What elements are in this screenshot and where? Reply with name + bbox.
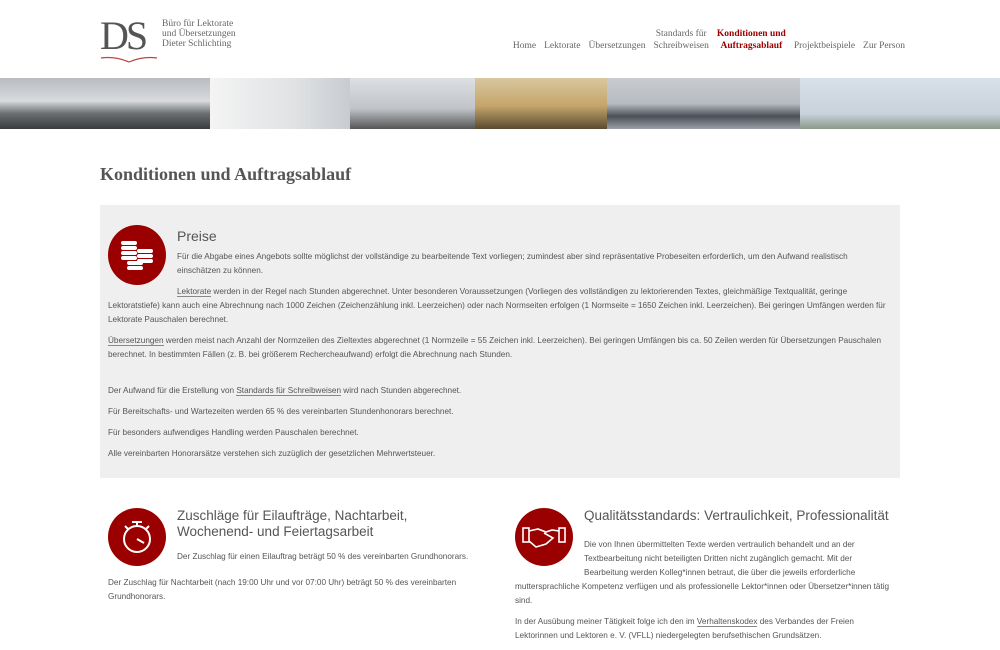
qualitaet-section: Qualitätsstandards: Vertraulichkeit, Professionalität Die von Ihnen übermittelten Texte werden vertraulich behandelt und an der Textbearbeitung nicht beteiligten Dritten nicht zugänglich gemacht. Mit der Bearbeitung werden Kolleg*innen betraut, die über die jeweils erforderliche muttersprachliche Kompetenz verfügen und als professionelle Lektor*innen oder Übersetzer*innen tätig sind. In der Ausübung meiner Tätigkeit folge ich den im Verhaltenskodex des Verbandes der Freien Lektorinnen und Lektoren e. V. (VFLL) niedergelegten berufsethischen Grundsätzen. <box>515 508 895 650</box>
nav-projektbeispiele[interactable]: Projektbeispiele <box>793 41 856 51</box>
nav-standards[interactable]: Standards für Schreibweisen <box>653 29 709 51</box>
nav-home[interactable]: Home <box>512 41 537 51</box>
qualitaet-heading: Qualitätsstandards: Vertraulichkeit, Professionalität <box>584 508 889 523</box>
zuschlaege-heading: Zuschläge für Eilaufträge, Nachtarbeit, Wochenend- und Feiertagsarbeit <box>177 508 408 539</box>
preise-section: Preise Für die Abgabe eines Angebots sollte möglichst der vollständige zu bearbeitende Text vorliegen; zumindest aber sind repräsentative Probeseiten erforderlich, um den Aufwand realistisch einschätzen zu können. Lektorate werden in der Regel nach Stunden abgerechnet. Unter besonderen Voraussetzungen (Vorliegen des vollständigen zu lektorierenden Textes, gleichmäßige Textqualität, geringe Lektoratstiefe) kann auch eine Abrechnung nach 1000 Zeichen (Zeichenzählung inkl. Leerzeichen) oder nach Normseiten erfolgen (1 Normseite = 1650 Zeichen inkl. Leerzeichen). Bei geringen Umfängen werden für Lektorate Pauschalen berechnet. Übersetzungen werden meist nach Anzahl der Normzeilen des Zieltextes abgerechnet (1 Normzeile = 55 Zeichen inkl. Leerzeichen). Bei geringen Umfängen bis ca. 50 Zeilen werden für Übersetzungen Pauschalen berechnet. In bestimmten Fällen (z. B. bei größerem Rechercheaufwand) erfolgt die Abrechnung nach Stunden. Der Aufwand für die Erstellung von Standards für Schreibweisen wird nach Stunden abgerechnet. Für Bereitschafts- und Wartezeiten werden 65 % des vereinbarten Stundenhonorars berechnet. Für besonders aufwendiges Handling werden Pauschalen berechnet. Alle vereinbarten Honorarsätze verstehen sich zuzüglich der gesetzlichen Mehrwertsteuer. <box>100 205 900 478</box>
nav-konditionen[interactable]: Konditionen und Auftragsablauf <box>716 29 786 51</box>
uebersetzungen-link[interactable]: Übersetzungen <box>108 336 164 345</box>
nav-lektorate[interactable]: Lektorate <box>544 41 581 51</box>
handshake-icon <box>515 508 573 566</box>
header-banner <box>0 78 1000 129</box>
coins-icon <box>108 225 166 285</box>
zuschlaege-section: Zuschläge für Eilaufträge, Nachtarbeit, Wochenend- und Feiertagsarbeit Der Zuschlag für einen Eilauftrag beträgt 50 % des vereinbarten Grundhonorars. Der Zuschlag für Nachtarbeit (nach 19:00 Uhr und vor 07:00 Uhr) beträgt 50 % des vereinbarten Grundhonorars. <box>108 508 480 611</box>
nav-uebersetzungen[interactable]: Übersetzungen <box>588 41 646 51</box>
preise-heading: Preise <box>177 228 217 244</box>
verhaltenskodex-link[interactable]: Verhaltenskodex <box>696 617 758 626</box>
page-title: Konditionen und Auftragsablauf <box>100 164 352 184</box>
logo[interactable] <box>100 13 260 62</box>
logo-mark: DS <box>100 13 146 58</box>
nav-zur-person[interactable]: Zur Person <box>863 41 905 51</box>
logo-text: Büro für Lektorate und Übersetzungen Dieter Schlichting <box>162 19 236 49</box>
lektorate-link[interactable]: Lektorate <box>177 287 212 296</box>
stopwatch-icon <box>108 508 166 566</box>
main-nav <box>513 28 905 52</box>
standards-link[interactable]: Standards für Schreibweisen <box>236 386 342 395</box>
book-arc-icon <box>100 56 158 64</box>
